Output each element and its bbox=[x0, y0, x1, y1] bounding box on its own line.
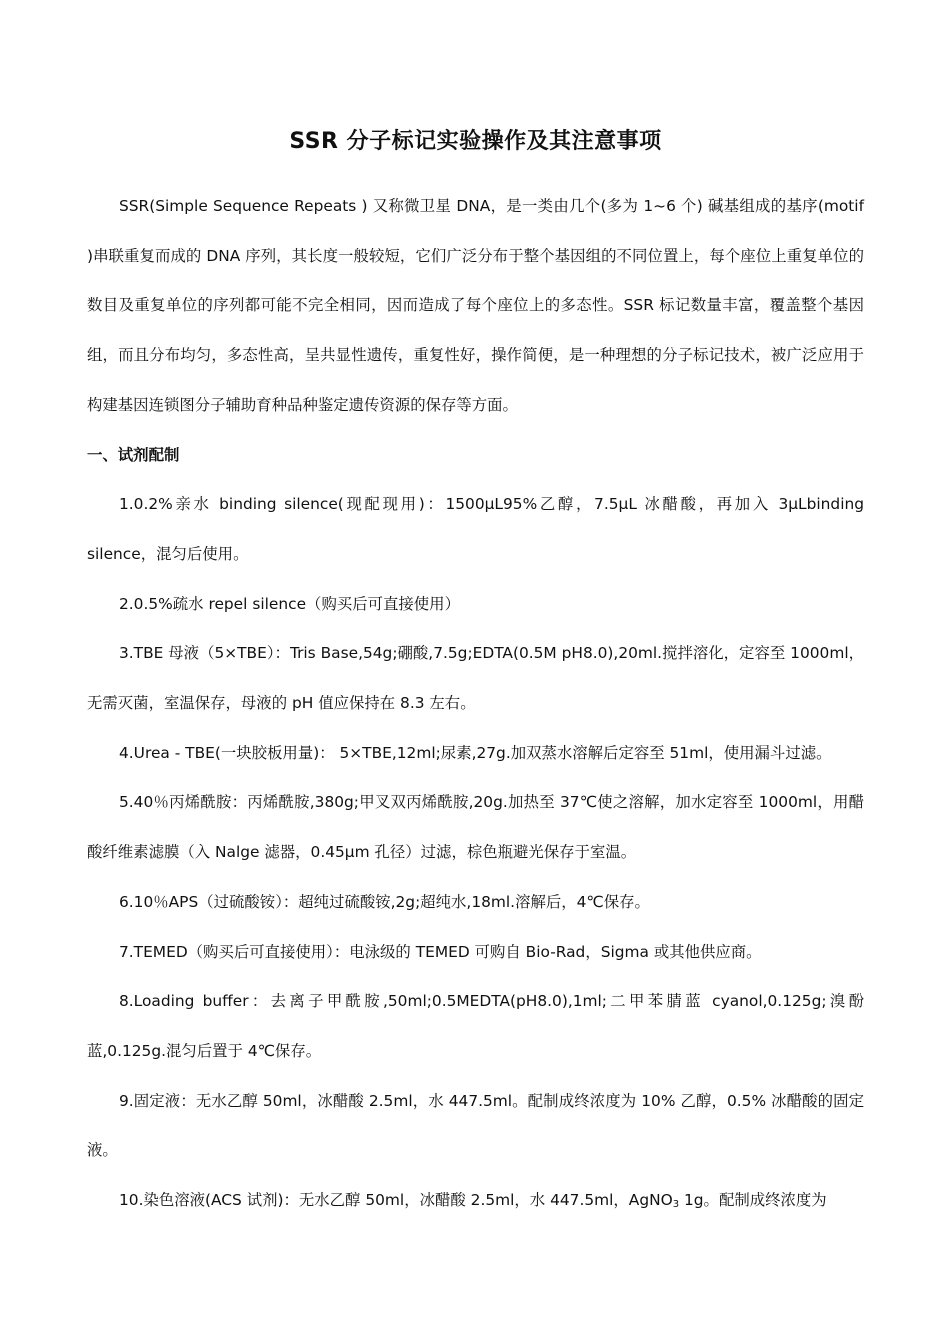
document-page bbox=[87, 118, 864, 1230]
reagent-item-10-text-end: 1g。配制成终浓度为 bbox=[679, 1191, 827, 1210]
reagent-item-7: 7.TEMED（购买后可直接使用）：电泳级的 TEMED 可购自 Bio-Rad，Sigma 或其他供应商。 bbox=[119, 942, 762, 961]
reagent-item-8: 8.Loading buffer：去离子甲酰胺,50ml;0.5MEDTA(pH8.0),1ml;二甲苯腈蓝 cyanol,0.125g;溴酚蓝,0.125g.混匀后置于 4℃保存。 bbox=[87, 992, 864, 1060]
reagent-item-2: 2.0.5%疏水 repel silence（购买后可直接使用） bbox=[119, 594, 460, 613]
reagent-item-1: 1.0.2%亲水 binding silence(现配现用)：1500μL95%乙醇，7.5μL 冰醋酸，再加入 3μLbinding silence，混匀后使用。 bbox=[87, 495, 864, 563]
reagent-item-10-text: 10.染色溶液(ACS 试剂)：无水乙醇 50ml，冰醋酸 2.5ml，水 447.5ml，AgNO bbox=[119, 1191, 673, 1210]
intro-paragraph: SSR(Simple Sequence Repeats ) 又称微卫星 DNA，是一类由几个(多为 1~6 个) 碱基组成的基序(motif )串联重复而成的 DNA 序列，其长度一般较短，它们广泛分布于整个基因组的不同位置上，每个座位上重复单位的数目及重复单位的序列都可能不完全相同，因而造成了每个座位上的多态性。SSR 标记数量丰富，覆盖整个基因组，而且分布均匀，多态性高，呈共显性遗传，重复性好，操作简便，是一种理想的分子标记技术，被广泛应用于构建基因连锁图分子辅助育种品种鉴定遗传资源的保存等方面。 bbox=[87, 197, 864, 414]
reagent-item-10-subscript: 3 bbox=[672, 1199, 680, 1211]
reagent-item-6: 6.10％APS（过硫酸铵）：超纯过硫酸铵,2g;超纯水,18ml.溶解后，4℃保存。 bbox=[119, 892, 650, 911]
reagent-item-10 bbox=[87, 1176, 864, 1230]
document-title: SSR 分子标记实验操作及其注意事项 bbox=[289, 129, 662, 154]
reagent-item-3: 3.TBE 母液（5×TBE）：Tris Base,54g;硼酸,7.5g;EDTA(0.5M pH8.0),20ml.搅拌溶化，定容至 1000ml，无需灭菌，室温保存，母液的 pH 值应保持在 8.3 左右。 bbox=[87, 644, 864, 713]
reagent-item-4: 4.Urea - TBE(一块胶板用量)： 5×TBE,12ml;尿素,27g.加双蒸水溶解后定容至 51ml，使用漏斗过滤。 bbox=[119, 743, 832, 762]
reagent-item-5: 5.40％丙烯酰胺：丙烯酰胺,380g;甲叉双丙烯酰胺,20g.加热至 37℃使之溶解，加水定容至 1000ml，用醋酸纤维素滤膜（入 Nalge 滤器，0.45μm 孔径）过滤，棕色瓶避光保存于室温。 bbox=[87, 793, 865, 862]
section-heading-reagents: 一、试剂配制 bbox=[87, 445, 180, 464]
reagent-item-9: 9.固定液：无水乙醇 50ml，冰醋酸 2.5ml，水 447.5ml。配制成终浓度为 10% 乙醇，0.5% 冰醋酸的固定液。 bbox=[87, 1091, 864, 1160]
